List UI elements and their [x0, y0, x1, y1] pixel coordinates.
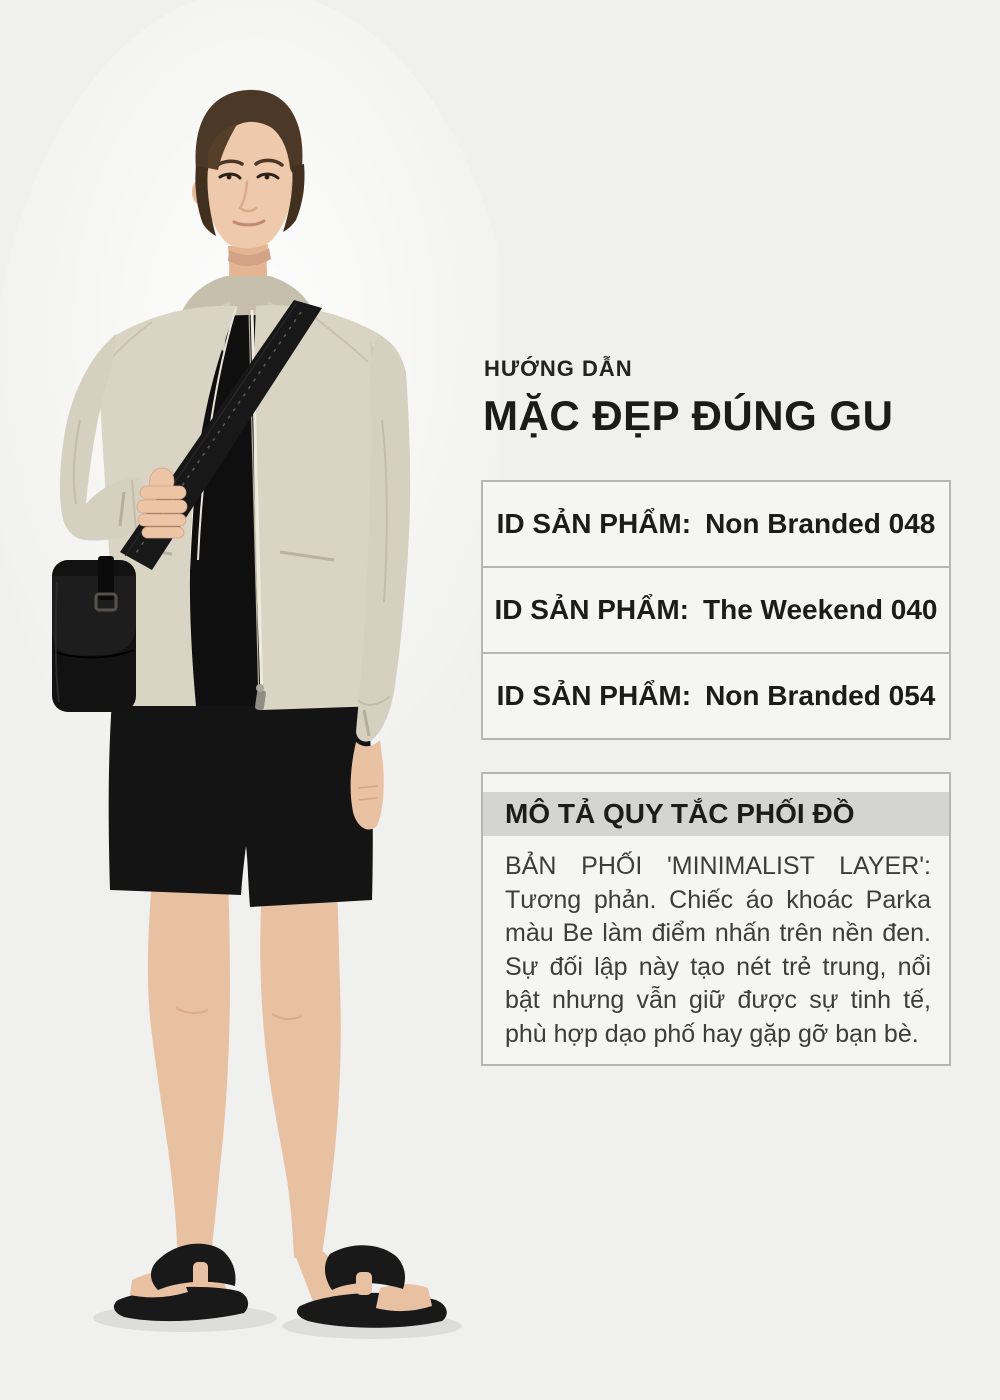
- page-title: MẶC ĐẸP ĐÚNG GU: [483, 392, 894, 439]
- description-heading-bar: [483, 792, 949, 836]
- product-id-label: ID SẢN PHẨM:: [494, 594, 689, 625]
- crossbody-bag: [52, 556, 136, 712]
- sandals: [114, 1244, 447, 1328]
- description-heading: MÔ TẢ QUY TẮC PHỐI ĐỒ: [505, 798, 855, 829]
- right-hand: [351, 740, 384, 830]
- black-shorts: [109, 700, 373, 907]
- product-id-value: The Weekend 040: [702, 594, 938, 625]
- product-id-value: Non Branded 048: [705, 508, 936, 539]
- product-id-label: ID SẢN PHẨM:: [496, 508, 692, 539]
- product-id-value: Non Branded 054: [705, 680, 936, 711]
- section-kicker: HƯỚNG DẪN: [484, 356, 633, 381]
- product-id-label: ID SẢN PHẨM:: [496, 680, 692, 711]
- description-body: BẢN PHỐI 'MINIMALIST LAYER': Tương phản. Chiếc áo khoác Parka màu Be làm điểm nhấn trên nền đen. Sự đối lập này tạo nét trẻ trung, nổi bật nhưng vẫn giữ được sự tinh tế, phù hợp dạo phố hay gặp gỡ bạn bè.: [505, 852, 931, 1048]
- product-id-box-1: [481, 480, 951, 568]
- style-description-box: [481, 772, 951, 1066]
- product-id-box-2: [481, 566, 951, 654]
- product-id-box-3: [481, 652, 951, 740]
